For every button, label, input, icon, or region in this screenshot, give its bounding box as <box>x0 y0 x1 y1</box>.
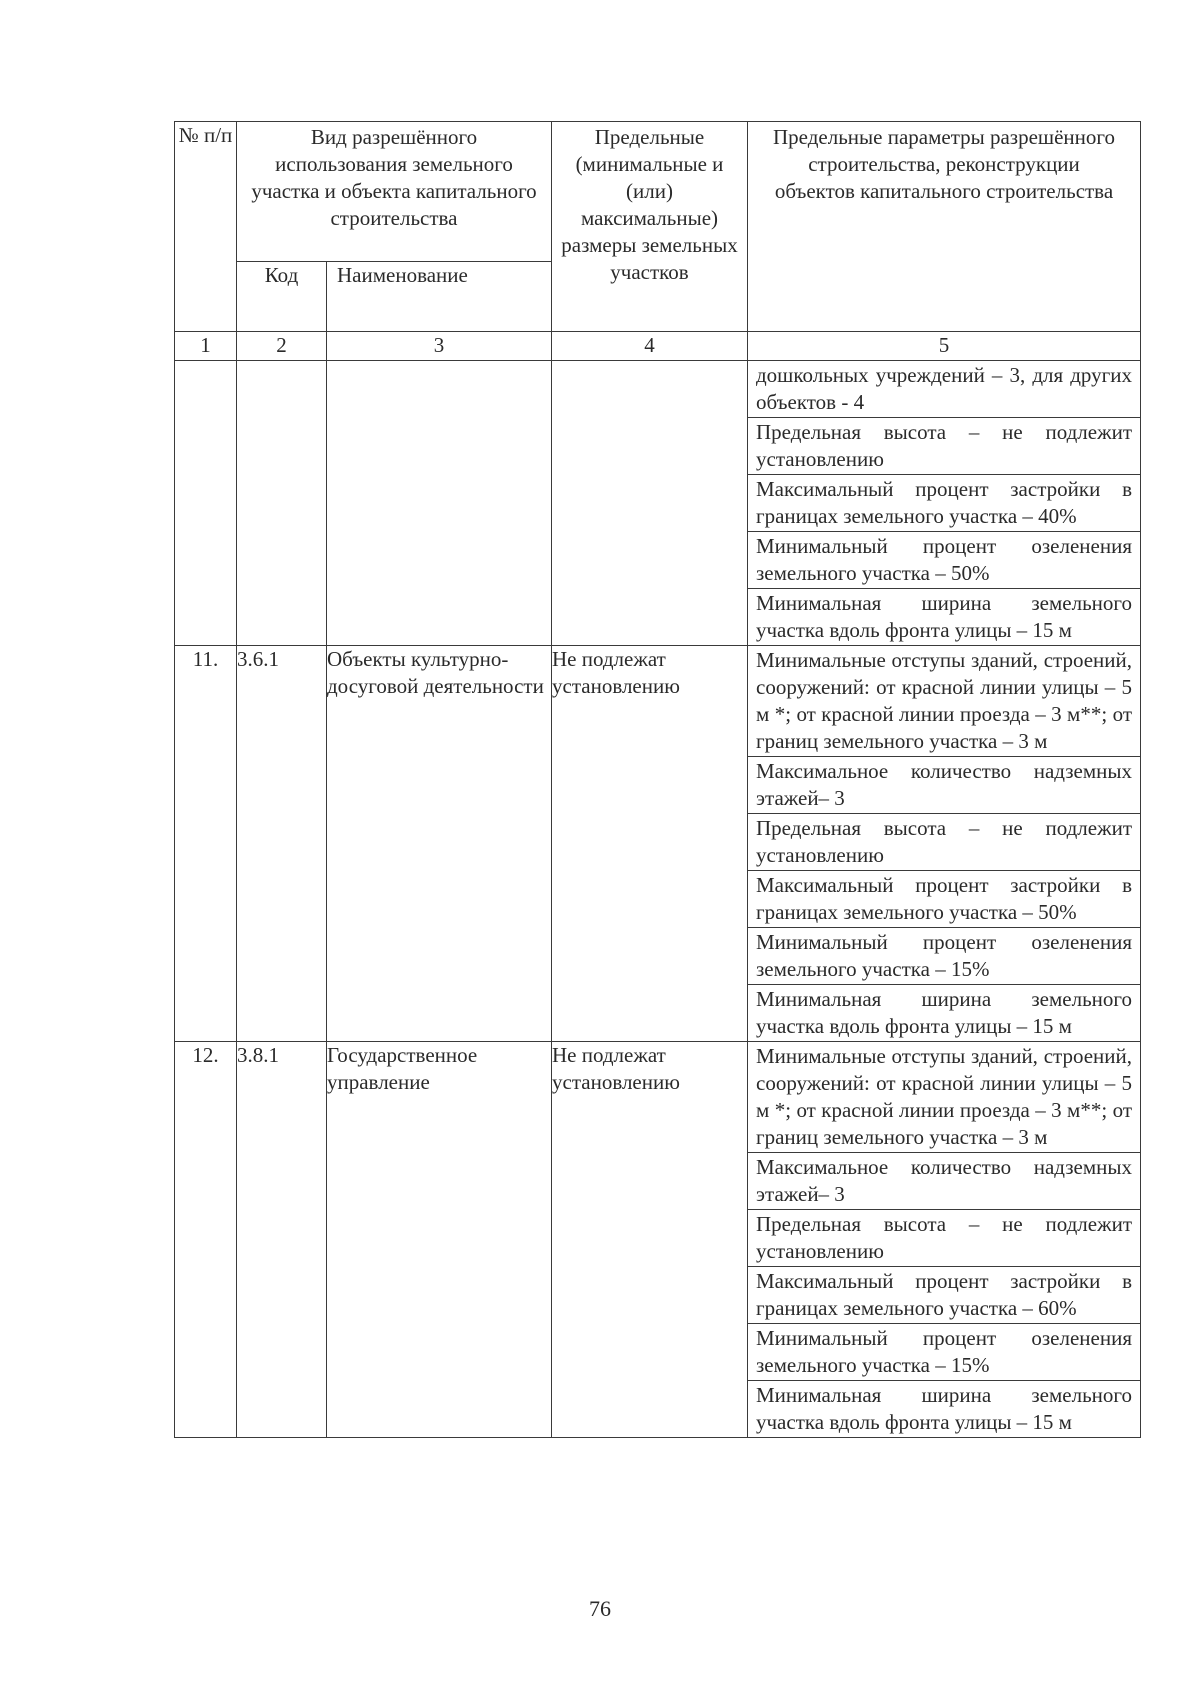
param-item: Минимальный процент озеленения земельного участка – 15% <box>748 928 1140 985</box>
param-item: Минимальный процент озеленения земельного участка – 15% <box>748 1324 1140 1381</box>
param-item: Минимальные отступы зданий, строений, сооружений: от красной линии улицы – 5 м *; от красной линии проезда – 3 м**; от границ земельного участка – 3 м <box>748 646 1140 757</box>
header-parameters: Предельные параметры разрешённого строительства, реконструкции объектов капитального строительства <box>748 122 1141 332</box>
param-item: Максимальное количество надземных этажей– 3 <box>748 757 1140 814</box>
row-name: Объекты культурно-досуговой деятельности <box>327 646 552 1042</box>
param-item: дошкольных учреждений – 3, для других объектов - 4 <box>748 361 1140 418</box>
row-params <box>748 646 1141 1042</box>
row-size: Не подлежат установлению <box>552 646 748 1042</box>
row-params <box>748 1042 1141 1438</box>
param-item: Минимальные отступы зданий, строений, сооружений: от красной линии улицы – 5 м *; от красной линии проезда – 3 м**; от границ земельного участка – 3 м <box>748 1042 1140 1153</box>
param-item: Минимальная ширина земельного участка вдоль фронта улицы – 15 м <box>756 987 1132 1038</box>
row-name: Государственное управление <box>327 1042 552 1438</box>
row-code: 3.8.1 <box>237 1042 327 1438</box>
table-row <box>175 1042 1141 1438</box>
param-item: Предельная высота – не подлежит установлению <box>748 1210 1140 1267</box>
param-item: Максимальный процент застройки в границах земельного участка – 40% <box>748 475 1140 532</box>
column-number: 3 <box>327 332 552 361</box>
param-item: Предельная высота – не подлежит установлению <box>748 814 1140 871</box>
column-number: 2 <box>237 332 327 361</box>
param-item: Минимальная ширина земельного участка вдоль фронта улицы – 15 м <box>756 1383 1132 1434</box>
header-plot-sizes: Предельные (минимальные и (или) максимальные) размеры земельных участков <box>552 122 748 332</box>
regulations-table <box>174 121 1141 1438</box>
row-code <box>237 361 327 646</box>
page-number: 76 <box>589 1596 611 1621</box>
row-size <box>552 361 748 646</box>
header-use-type: Вид разрешённого использования земельного участка и объекта капитального строительства <box>237 122 552 262</box>
column-numbers-row <box>175 332 1141 361</box>
param-item: Максимальный процент застройки в границах земельного участка – 50% <box>748 871 1140 928</box>
column-number: 1 <box>175 332 237 361</box>
row-number <box>175 361 237 646</box>
row-params <box>748 361 1141 646</box>
param-item: Минимальный процент озеленения земельного участка – 50% <box>748 532 1140 589</box>
table-row <box>175 646 1141 1042</box>
row-number: 12. <box>175 1042 237 1438</box>
param-item: Максимальное количество надземных этажей– 3 <box>748 1153 1140 1210</box>
row-size: Не подлежат установлению <box>552 1042 748 1438</box>
row-number: 11. <box>175 646 237 1042</box>
row-name <box>327 361 552 646</box>
header-code: Код <box>237 262 327 332</box>
param-item: Предельная высота – не подлежит установлению <box>748 418 1140 475</box>
header-name: Наименование <box>327 262 552 332</box>
header-number: № п/п <box>175 122 237 332</box>
table-row <box>175 361 1141 646</box>
param-item: Максимальный процент застройки в границах земельного участка – 60% <box>748 1267 1140 1324</box>
param-item: Минимальная ширина земельного участка вдоль фронта улицы – 15 м <box>756 591 1132 642</box>
column-number: 5 <box>748 332 1141 361</box>
row-code: 3.6.1 <box>237 646 327 1042</box>
column-number: 4 <box>552 332 748 361</box>
